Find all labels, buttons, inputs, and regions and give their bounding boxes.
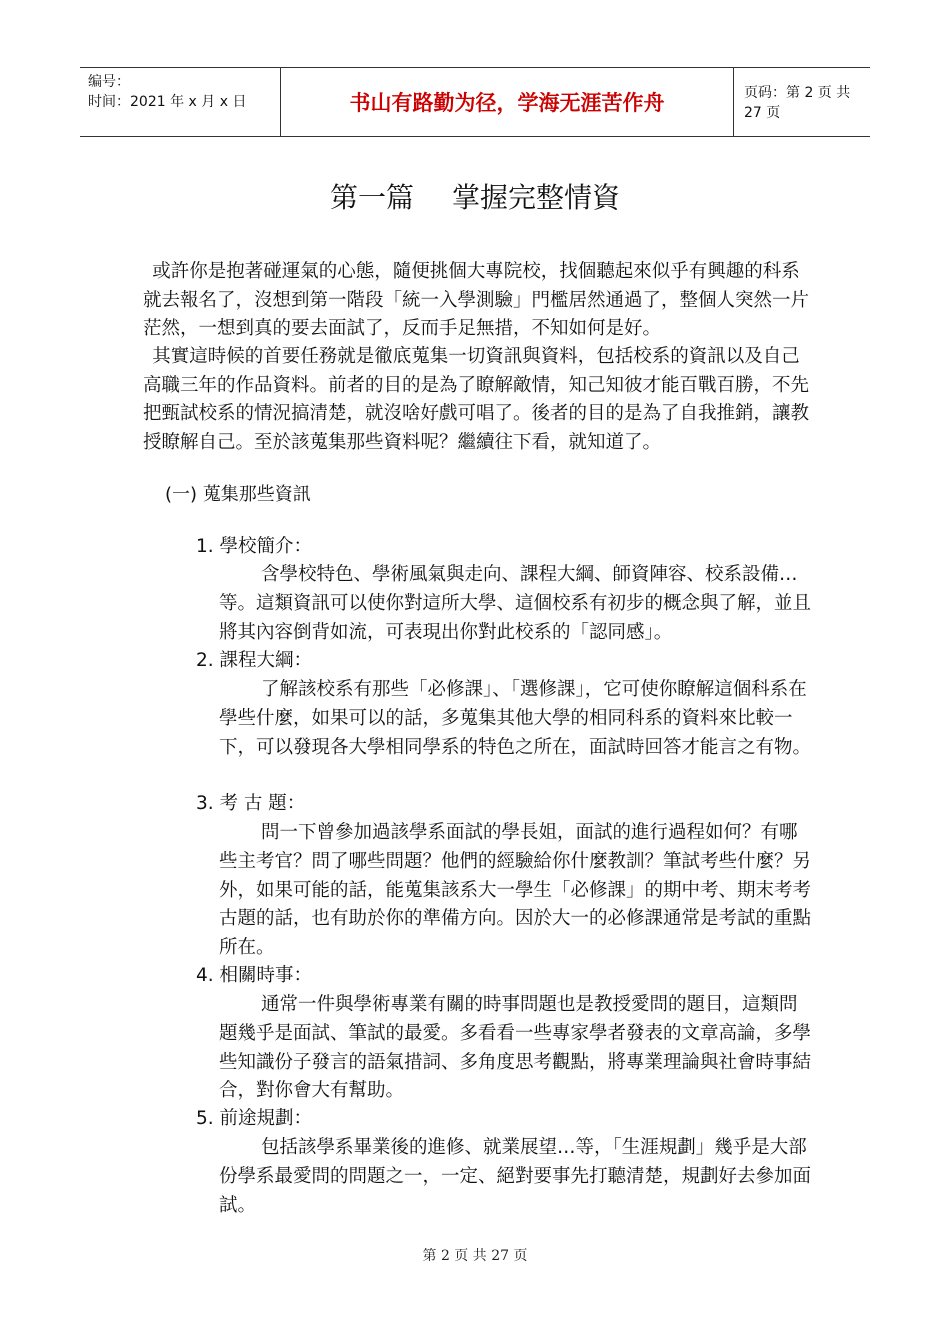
item-heading-school-intro: 1. 學校簡介：: [196, 536, 313, 557]
intro-paragraph-2: 其實這時候的首要任務就是徹底蒐集一切資訊與資料，包括校系的資訊以及自己高職三年的作品資料。前者的目的是為了瞭解敵情，知己知彼才能百戰百勝，不先把甄試校系的情況搞清楚，就沒啥好戲可唱了。後者的目的是為了自我推銷，讓教授瞭解自己。至於該蒐集那些資料呢？繼續往下看，就知道了。: [143, 346, 810, 453]
item-heading-career-plan: 5. 前途規劃：: [196, 1108, 313, 1129]
page-header: [80, 67, 870, 137]
header-meta: [80, 68, 280, 136]
item-body-current-events: 通常一件與學術專業有關的時事問題也是教授愛問的題目，這類問題幾乎是面試、筆試的最愛。多看看一些專家學者發表的文章高論，多學些知識份子發言的語氣措詞、多角度思考觀點，將專業理論與社會時事結合，對你會大有幫助。: [219, 994, 812, 1102]
section-heading: (一) 蒐集那些資訊: [165, 484, 311, 505]
document-date: 时间：2021 年 x 月 x 日: [88, 94, 247, 110]
document-number-label: 编号：: [88, 74, 130, 90]
item-body-past-exams: 問一下曾參加過該學系面試的學長姐，面試的進行過程如何？有哪些主考官？問了哪些問題？他們的經驗給你什麼教訓？筆試考些什麼？另外，如果可能的話，能蒐集該系大一學生「必修課」的期中考、期末考考古題的話，也有助於你的準備方向。因於大一的必修課通常是考試的重點所在。: [219, 822, 812, 959]
title-main-text: 掌握完整情資: [452, 181, 621, 214]
item-body-school-intro: 含學校特色、學術風氣與走向、課程大綱、師資陣容、校系設備…等。這類資訊可以使你對這所大學、這個校系有初步的概念與了解，並且將其內容倒背如流，可表現出你對此校系的「認同感」。: [219, 564, 812, 643]
header-page-code: 页码：第 2 页 共 27 页: [744, 85, 851, 121]
title-part-label: 第一篇: [329, 181, 414, 214]
page-footer: 第 2 页 共 27 页: [422, 1248, 528, 1264]
item-body-curriculum: 了解該校系有那些「必修課」、「選修課」，它可使你瞭解這個科系在學些什麼，如果可以的話，多蒐集其他大學的相同科系的資料來比較一下，可以發現各大學相同學系的特色之所在，面試時回答才能言之有物。: [219, 679, 812, 758]
intro-paragraph-1: 或許你是抱著碰運氣的心態，隨便挑個大專院校，找個聽起來似乎有興趣的科系就去報名了，沒想到第一階段「統一入學測驗」門檻居然通過了，整個人突然一片茫然，一想到真的要去面試了，反而手足無措，不知如何是好。: [143, 261, 810, 339]
item-body-career-plan: 包括該學系畢業後的進修、就業展望…等，「生涯規劃」幾乎是大部份學系最愛問的問題之一，一定、絕對要事先打聽清楚，規劃好去參加面試。: [219, 1137, 812, 1216]
item-heading-current-events: 4. 相關時事：: [196, 965, 313, 986]
item-heading-past-exams: 3. 考 古 題：: [196, 793, 306, 814]
item-heading-curriculum: 2. 課程大綱：: [196, 650, 313, 671]
header-motto: 书山有路勤为径，学海无涯苦作舟: [280, 68, 734, 136]
page-title: [0, 178, 950, 218]
